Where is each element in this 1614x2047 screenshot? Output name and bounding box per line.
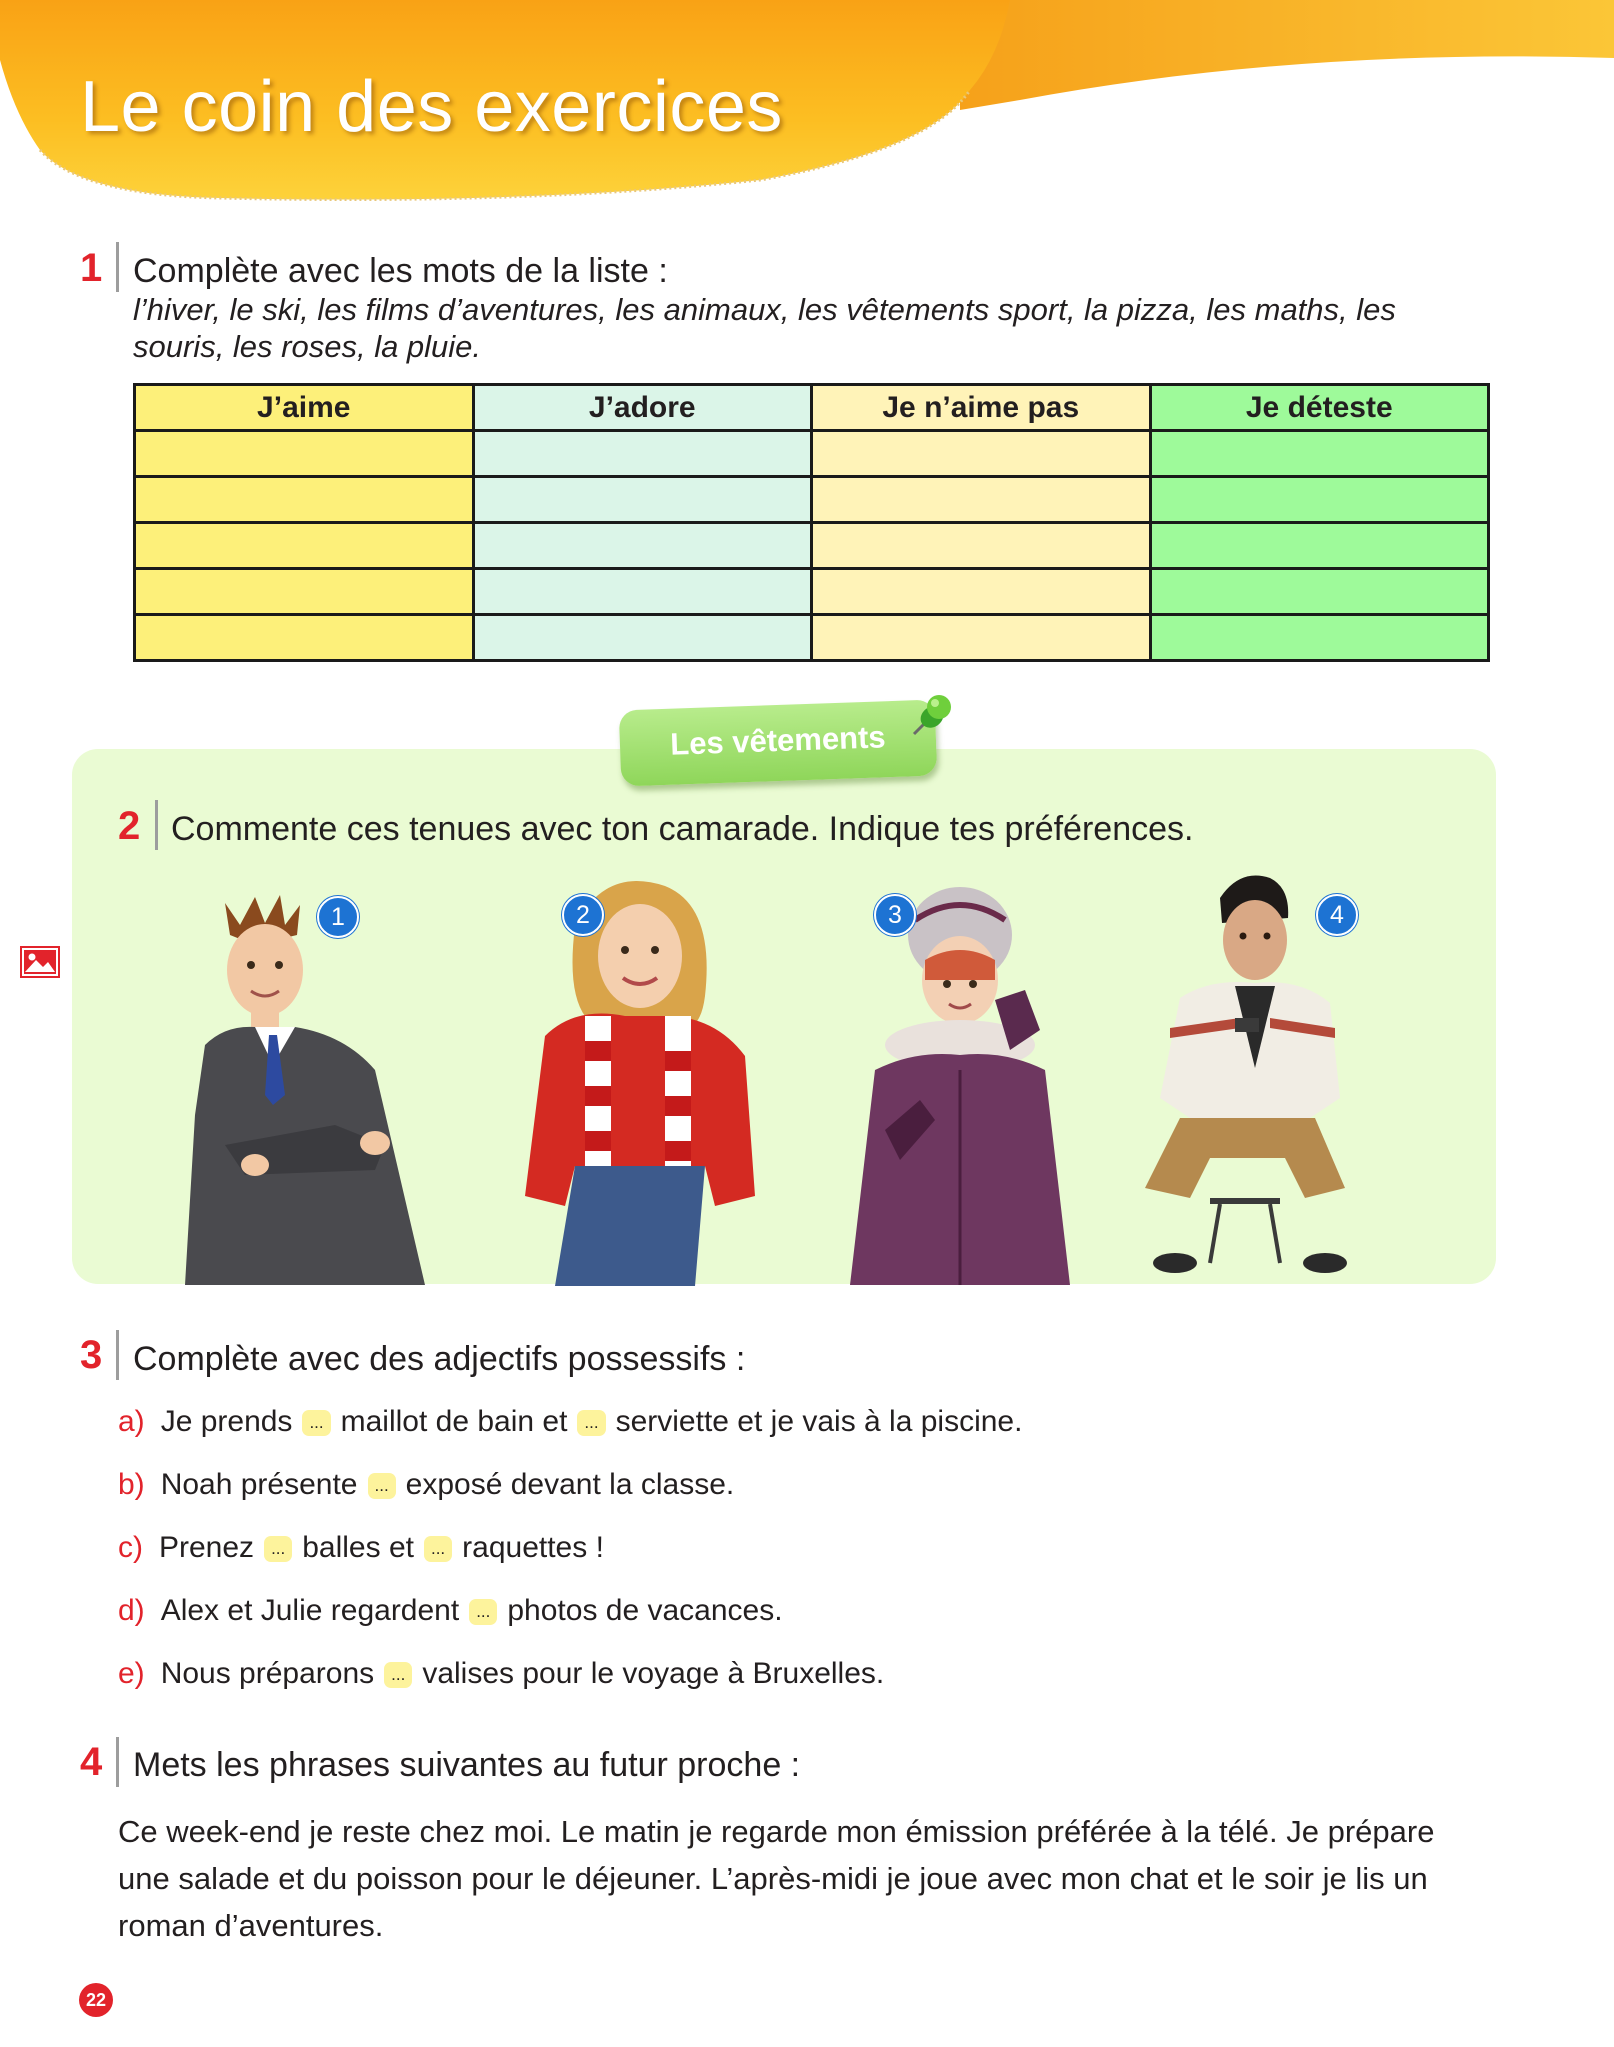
question-text: serviette et je vais à la piscine. [615, 1405, 1023, 1438]
column-header-je-naime-pas: Je n’aime pas [812, 385, 1151, 431]
question-a [118, 1405, 1026, 1439]
exercise-3-number: 3 [80, 1333, 103, 1377]
exercise-1-divider [116, 242, 119, 292]
exercise-1-word-list: l’hiver, le ski, les films d’aventures, les animaux, les vêtements sport, la pizza, les maths, les souris, les roses, la pluie. [133, 292, 1396, 364]
question-letter: a) [118, 1405, 145, 1438]
question-c [118, 1531, 608, 1565]
column-header-jaime: J’aime [135, 385, 474, 431]
table-cell[interactable] [135, 523, 474, 569]
preferences-table [133, 383, 1490, 662]
table-row [135, 523, 1489, 569]
pushpin-icon [900, 690, 960, 750]
table-cell[interactable] [135, 477, 474, 523]
exercise-2-divider [155, 800, 158, 850]
answer-blank[interactable]: ... [469, 1599, 497, 1625]
question-text: exposé devant la classe. [405, 1468, 735, 1501]
question-text: raquettes ! [462, 1531, 604, 1564]
photo-2-badge: 2 [562, 894, 604, 936]
question-text: Prenez [159, 1531, 255, 1564]
answer-blank[interactable]: ... [577, 1410, 605, 1436]
page-number: 22 [79, 1983, 113, 2017]
exercise-4-instruction: Mets les phrases suivantes au futur proche : [133, 1746, 801, 1784]
exercise-2-instruction: Commente ces tenues avec ton camarade. Indique tes préférences. [171, 810, 1194, 848]
answer-blank[interactable]: ... [384, 1662, 412, 1688]
exercise-4-divider [116, 1737, 119, 1787]
image-icon[interactable] [20, 946, 60, 978]
photo-boy-in-white-jacket [1140, 868, 1350, 1283]
section-tag-label: Les vêtements [669, 719, 887, 762]
answer-blank[interactable]: ... [302, 1410, 330, 1436]
question-text: balles et [302, 1531, 414, 1564]
question-text: Alex et Julie regardent [160, 1594, 460, 1627]
question-e [118, 1657, 888, 1691]
table-cell[interactable] [812, 431, 1151, 477]
photo-girl-in-purple-jacket [845, 880, 1075, 1285]
table-cell[interactable] [1150, 431, 1489, 477]
table-cell[interactable] [135, 615, 474, 661]
table-cell[interactable] [1150, 477, 1489, 523]
table-row [135, 477, 1489, 523]
question-text: photos de vacances. [507, 1594, 783, 1627]
question-letter: d) [118, 1594, 145, 1627]
table-cell[interactable] [135, 431, 474, 477]
question-text: Noah présente [160, 1468, 358, 1501]
answer-blank[interactable]: ... [424, 1536, 452, 1562]
question-text: maillot de bain et [340, 1405, 568, 1438]
exercise-3-instruction: Complète avec des adjectifs possessifs : [133, 1340, 746, 1378]
table-cell[interactable] [1150, 569, 1489, 615]
page-title: Le coin des exercices [80, 67, 783, 147]
table-row [135, 569, 1489, 615]
exercise-4-number: 4 [80, 1740, 103, 1784]
table-header-row [135, 385, 1489, 431]
table-row [135, 431, 1489, 477]
question-b [118, 1468, 738, 1502]
photo-1-badge: 1 [317, 896, 359, 938]
table-cell[interactable] [473, 615, 812, 661]
table-cell[interactable] [812, 615, 1151, 661]
table-cell[interactable] [135, 569, 474, 615]
answer-blank[interactable]: ... [264, 1536, 292, 1562]
table-cell[interactable] [1150, 523, 1489, 569]
answer-blank[interactable]: ... [368, 1473, 396, 1499]
table-cell[interactable] [473, 569, 812, 615]
column-header-jadore: J’adore [473, 385, 812, 431]
exercise-1-instruction: Complète avec les mots de la liste : [133, 252, 668, 290]
question-letter: b) [118, 1468, 145, 1501]
photo-boy-in-suit [185, 895, 425, 1285]
exercise-2-number: 2 [118, 804, 141, 848]
photo-4-badge: 4 [1316, 894, 1358, 936]
exercise-4-text: Ce week-end je reste chez moi. Le matin je regarde mon émission préférée à la télé. Je prépare une salade et du poisson pour le déjeuner. L’après-midi je joue avec mon chat et le soir je lis un roman d’aventures. [118, 1814, 1435, 1943]
question-letter: e) [118, 1657, 145, 1690]
section-tag [619, 700, 937, 787]
table-cell[interactable] [473, 477, 812, 523]
question-letter: c) [118, 1531, 143, 1564]
table-cell[interactable] [473, 431, 812, 477]
column-header-je-deteste: Je déteste [1150, 385, 1489, 431]
question-text: Je prends [160, 1405, 293, 1438]
question-text: Nous préparons [160, 1657, 375, 1690]
question-d [118, 1594, 787, 1628]
table-cell[interactable] [812, 477, 1151, 523]
table-cell[interactable] [473, 523, 812, 569]
photo-girl-in-red-coat [515, 866, 765, 1286]
exercise-1-number: 1 [80, 246, 103, 290]
question-text: valises pour le voyage à Bruxelles. [422, 1657, 885, 1690]
exercise-3-divider [116, 1330, 119, 1380]
table-cell[interactable] [812, 569, 1151, 615]
table-row [135, 615, 1489, 661]
photo-3-badge: 3 [874, 894, 916, 936]
table-cell[interactable] [812, 523, 1151, 569]
table-cell[interactable] [1150, 615, 1489, 661]
